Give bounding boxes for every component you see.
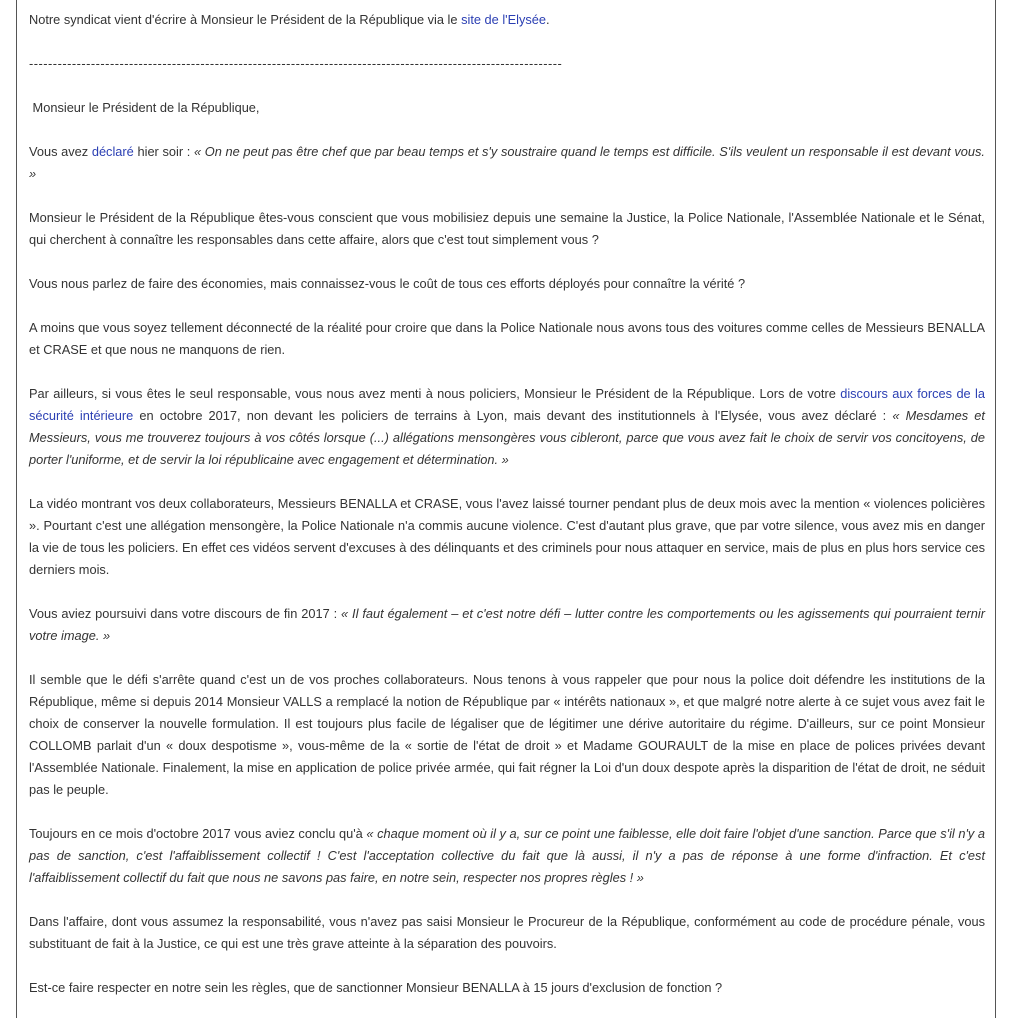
paragraph-text: hier soir : <box>133 144 194 159</box>
paragraph-declare <box>29 141 985 185</box>
paragraph-sanction <box>29 823 985 889</box>
paragraph-menti <box>29 383 985 471</box>
paragraph-voitures: A moins que vous soyez tellement déconnecté de la réalité pour croire que dans la Police Nationale nous avons tous des voitures comme celles de Messieurs BENALLA et CRASE et que nous ne manquons de rien. <box>29 320 985 357</box>
paragraph-discours-fin <box>29 603 985 647</box>
paragraph-procureur: Dans l'affaire, dont vous assumez la responsabilité, vous n'avez pas saisi Monsieur le Procureur de la République, conformément au code de procédure pénale, vous substituant de fait à la Justice, ce qui est une très grave atteinte à la séparation des pouvoirs. <box>29 914 985 951</box>
paragraph-defi: Il semble que le défi s'arrête quand c'est un de vos proches collaborateurs. Nous tenons à vous rappeler que pour nous la police doit défendre les institutions de la République, même si depuis 2014 Monsieur VALLS a remplacé la notion de République par « intérêts nationaux », et que malgré notre alerte à ce sujet vous avez fait le choix de conserver la nouvelle formulation. Il est toujours plus facile de légaliser que de légitimer une dérive autoritaire du régime. D'ailleurs, sur ce point Monsieur COLLOMB parlait d'un « doux despotisme », vous-même de la « sortie de l'état de droit » et Madame GOURAULT de la mise en place de polices privées devant l'Assemblée Nationale. Finalement, la mise en application de police privée armée, qui fait régner la Loi d'un doux despote après la disparition de l'état de droit, ne séduit pas le peuple. <box>29 672 985 797</box>
declare-link[interactable]: déclaré <box>91 144 134 159</box>
letter-body <box>29 9 985 1021</box>
paragraph-video: La vidéo montrant vos deux collaborateurs, Messieurs BENALLA et CRASE, vous l'avez laissé tourner pendant plus de deux mois avec la mention « violences policières ». Pourtant c'est une allégation mensongère, la Police Nationale n'a commis aucune violence. C'est d'autant plus grave, que par votre silence, vous avez mis en danger la vie de tous les policiers. En effet ces vidéos servent d'excuses à des délinquants et des criminels pour nous attaquer en service, mais de plus en plus hors service ces derniers mois. <box>29 496 985 577</box>
paragraph-economies: Vous nous parlez de faire des économies, mais connaissez-vous le coût de tous ces efforts déployés pour connaître la vérité ? <box>29 276 746 291</box>
quote-text: « Mesdames et Messieurs, vous me trouverez toujours à vos côtés lorsque (...) allégations mensongères vous cibleront, parce que vous avez fait le choix de servir vos concitoyens, de porter l'uniforme, et de servir la loi républicaine avec engagement et détermination. » <box>29 408 985 467</box>
separator-line: ---------------------------------------------------------------------------------------------------------------- <box>29 56 563 71</box>
intro-text: Notre syndicat vient d'écrire à Monsieur le Président de la République via le <box>29 12 462 27</box>
discours-link[interactable]: discours aux forces de la sécurité intérieure <box>29 386 985 423</box>
quote-text: « Il faut également – et c'est notre défi – lutter contre les comportements ou les agissements qui pourraient ternir votre image. » <box>29 606 985 643</box>
paragraph-mobilisation: Monsieur le Président de la République êtes-vous conscient que vous mobilisiez depuis une semaine la Justice, la Police Nationale, l'Assemblée Nationale et le Sénat, qui cherchent à connaître les responsables dans cette affaire, alors que c'est tout simplement vous ? <box>29 210 985 247</box>
paragraph-text: Vous avez <box>29 144 92 159</box>
quote-text: « chaque moment où il y a, sur ce point une faiblesse, elle doit faire l'objet d'une sanction. Parce que s'il n'y a pas de sanction, c'est l'affaiblissement collectif ! C'est l'acceptation collective du fait que là aussi, il n'y a pas de réponse à une forme d'infraction. Et c'est l'affaiblissement collectif du fait que nous ne savons pas faire, en notre sein, respecter nos propres règles ! » <box>29 826 986 885</box>
paragraph-text: Toujours en ce mois d'octobre 2017 vous aviez conclu qu'à <box>29 826 367 841</box>
elysee-site-link[interactable]: site de l'Elysée <box>461 12 547 27</box>
paragraph-text: Par ailleurs, si vous êtes le seul responsable, vous nous avez menti à nous policiers, Monsieur le Président de la République. Lors de votre <box>29 386 841 401</box>
paragraph-text: en octobre 2017, non devant les policiers de terrains à Lyon, mais devant des institutionnels à l'Elysée, vous avez déclaré : <box>133 408 893 423</box>
paragraph-benalla: Est-ce faire respecter en notre sein les règles, que de sanctionner Monsieur BENALLA à 15 jours d'exclusion de fonction ? <box>29 980 723 995</box>
salutation: Monsieur le Président de la République, <box>29 100 260 115</box>
paragraph-text: Vous aviez poursuivi dans votre discours de fin 2017 : <box>29 606 342 621</box>
intro-text-end: . <box>546 12 550 27</box>
quote-text: « On ne peut pas être chef que par beau temps et s'y soustraire quand le temps est difficile. S'ils veulent un responsable il est devant vous. » <box>29 144 985 181</box>
intro-paragraph <box>29 9 985 31</box>
